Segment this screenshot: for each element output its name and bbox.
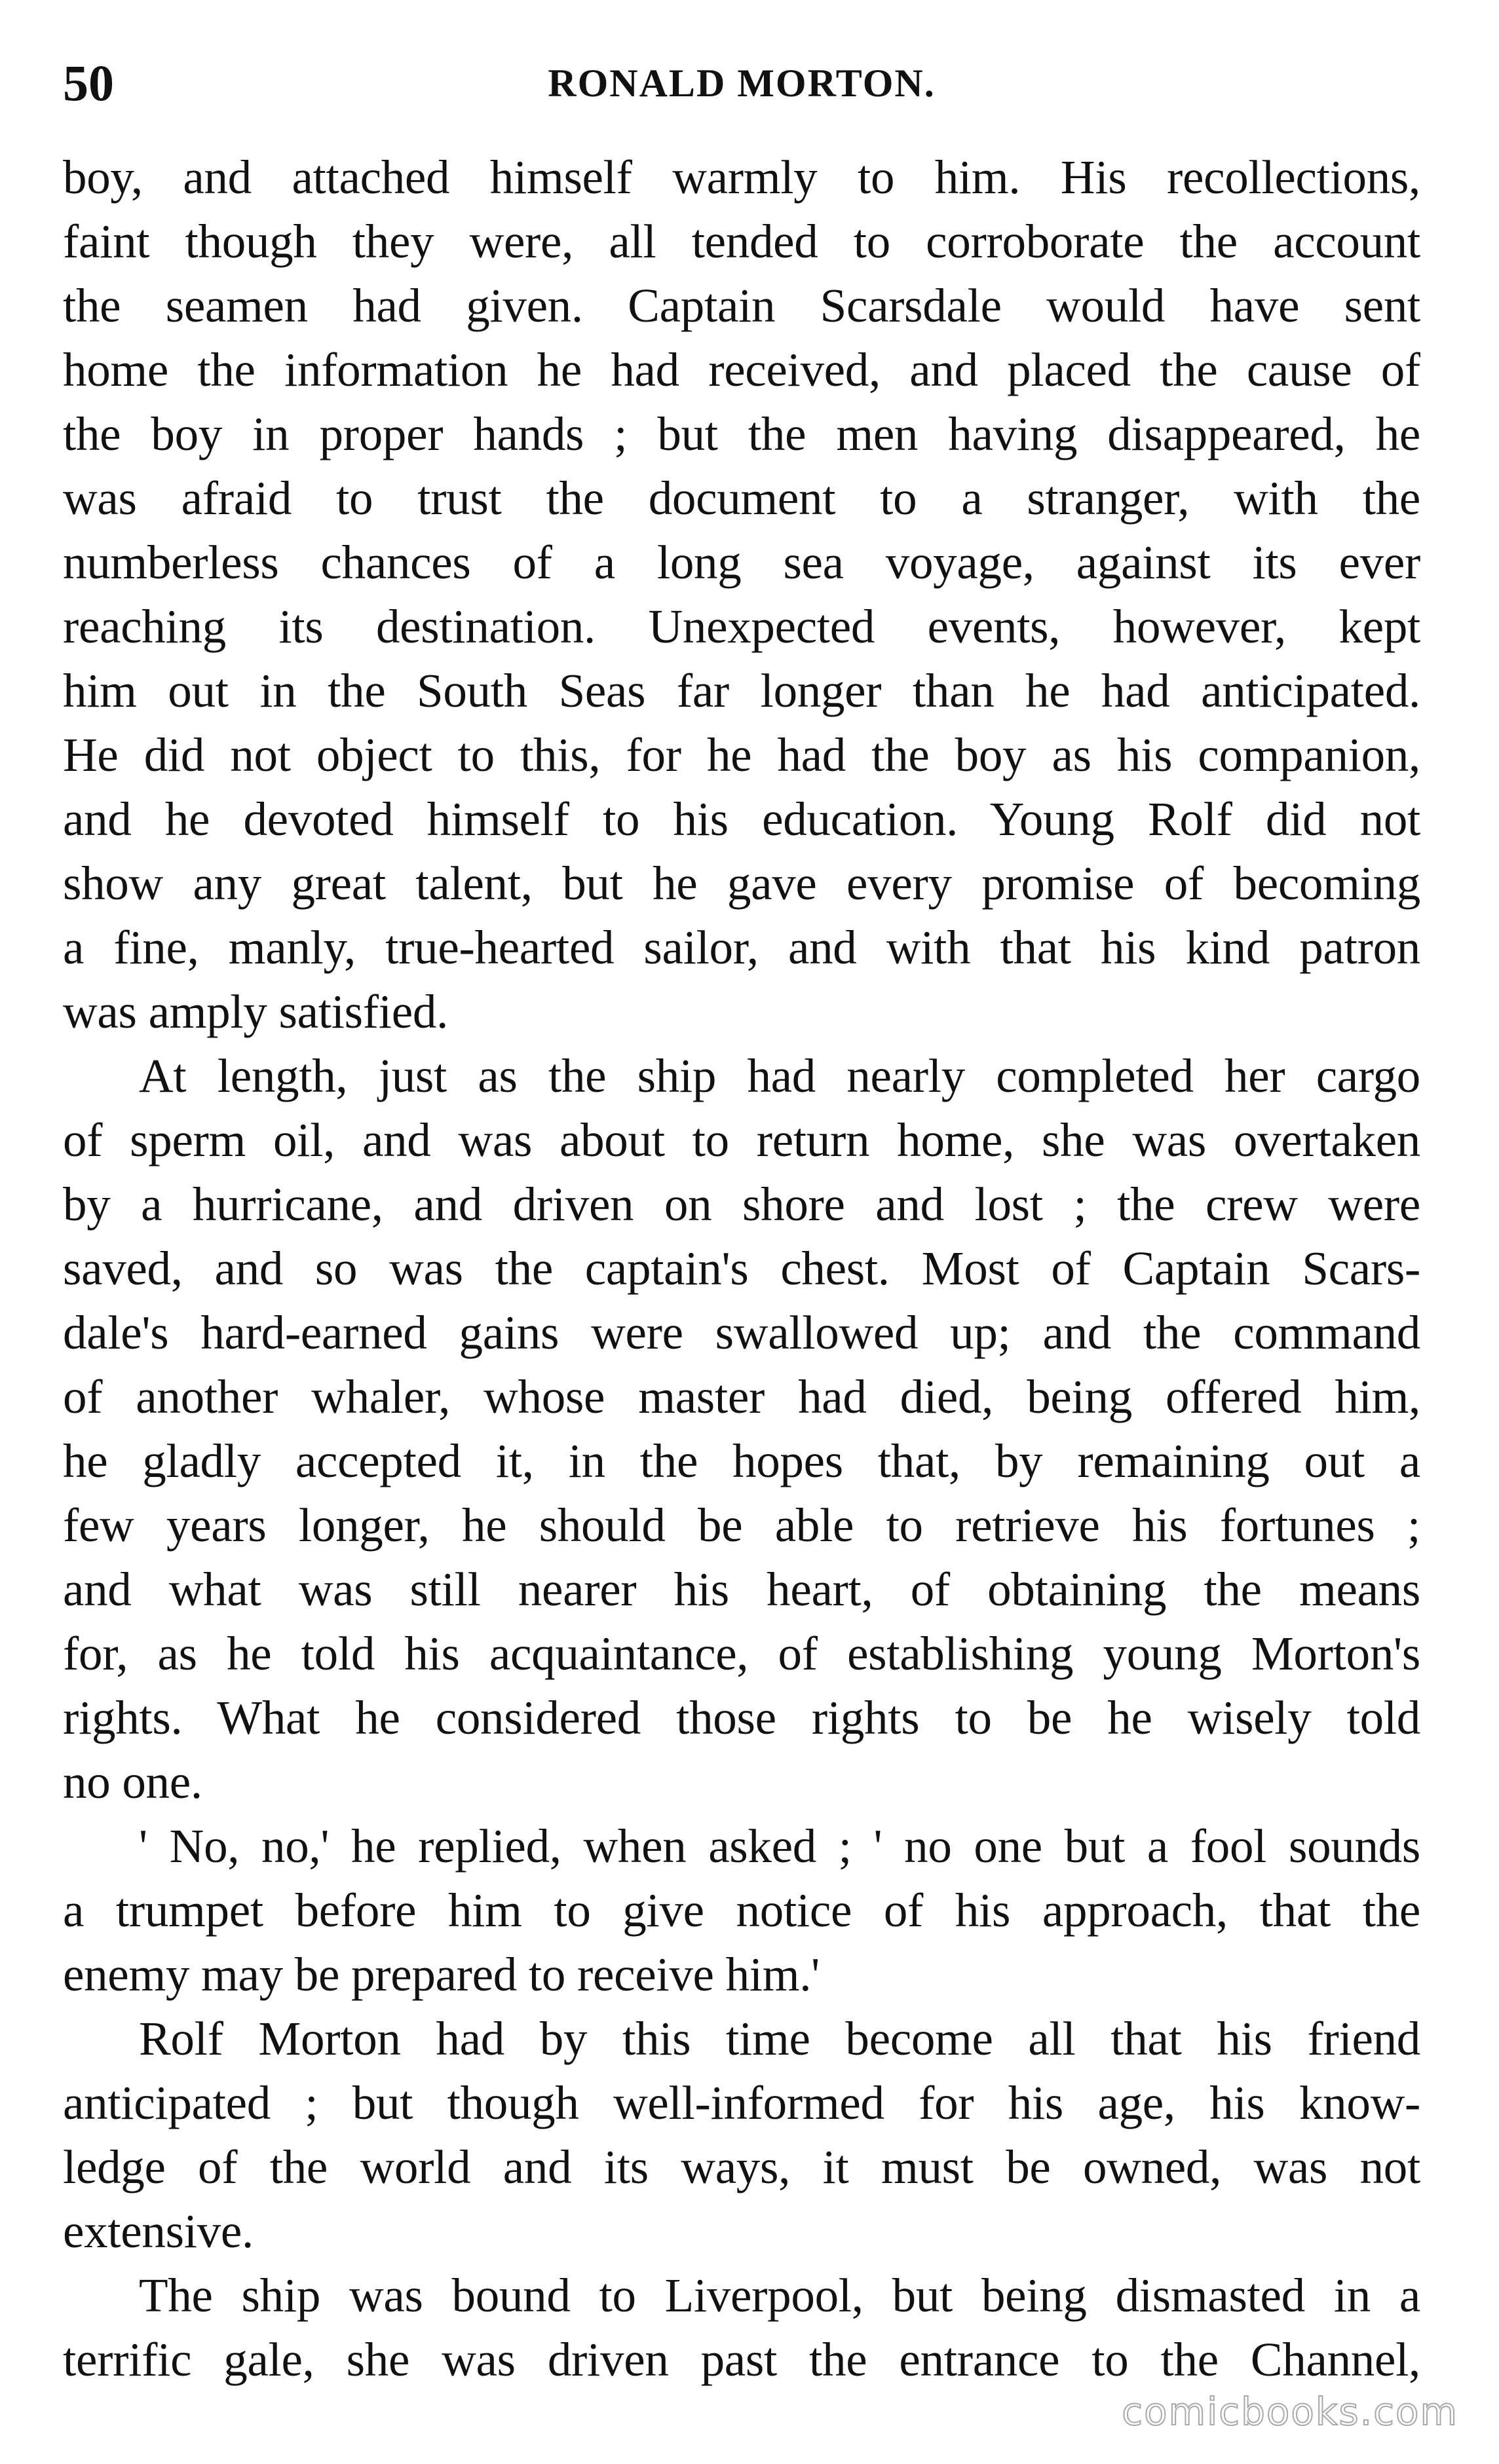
text-line: few years longer, he should be able to retrieve his fortunes ;	[63, 1499, 1420, 1552]
text-line: was afraid to trust the document to a stranger, with the	[63, 472, 1420, 525]
text-line: ' No, no,' he replied, when asked ; ' no one but a fool sounds	[139, 1820, 1420, 1873]
running-head	[63, 47, 1420, 119]
text-line: home the information he had received, and placed the cause of	[63, 343, 1420, 396]
text-line: faint though they were, all tended to corroborate the account	[63, 215, 1420, 268]
text-line: boy, and attached himself warmly to him. His recollections,	[63, 151, 1420, 204]
text-line: and he devoted himself to his education. Young Rolf did not	[63, 793, 1420, 846]
text-line: by a hurricane, and driven on shore and lost ; the crew were	[63, 1178, 1420, 1231]
text-line: Rolf Morton had by this time become all that his friend	[139, 2012, 1420, 2065]
text-line: of another whaler, whose master had died, being offered him,	[63, 1370, 1420, 1423]
text-line: the seamen had given. Captain Scarsdale would have sent	[63, 279, 1420, 332]
watermark: comicbooks.com	[1122, 2389, 1458, 2434]
text-line: extensive.	[63, 2205, 254, 2258]
text-line: He did not object to this, for he had the boy as his companion,	[63, 728, 1420, 781]
page-number: 50	[63, 54, 114, 111]
text-line: for, as he told his acquaintance, of establishing young Morton's	[63, 1627, 1420, 1680]
text-line: him out in the South Seas far longer than he had anticipated.	[63, 664, 1420, 717]
text-line: dale's hard-earned gains were swallowed up; and the command	[63, 1306, 1420, 1359]
text-line: no one.	[63, 1755, 202, 1808]
text-line: was amply satisfied.	[63, 985, 449, 1038]
text-line: reaching its destination. Unexpected events, however, kept	[63, 600, 1420, 653]
text-line: and what was still nearer his heart, of obtaining the means	[63, 1563, 1420, 1616]
text-line: a fine, manly, true-hearted sailor, and with that his kind patron	[63, 921, 1420, 974]
text-line: show any great talent, but he gave every promise of becoming	[63, 857, 1420, 910]
text-line: The ship was bound to Liverpool, but being dismasted in a	[139, 2269, 1420, 2322]
text-line: of sperm oil, and was about to return home, she was overtaken	[63, 1113, 1420, 1167]
text-line: numberless chances of a long sea voyage, against its ever	[63, 536, 1420, 589]
text-line: anticipated ; but though well-informed for his age, his know-	[63, 2076, 1420, 2129]
text-line: ledge of the world and its ways, it must be owned, was not	[63, 2140, 1420, 2193]
text-line: a trumpet before him to give notice of his approach, that the	[63, 1884, 1420, 1937]
text-line: saved, and so was the captain's chest. Most of Captain Scars-	[63, 1242, 1420, 1295]
text-line: At length, just as the ship had nearly completed her cargo	[139, 1049, 1420, 1102]
text-line: he gladly accepted it, in the hopes that, by remaining out a	[63, 1434, 1420, 1487]
body-text	[63, 145, 1420, 2392]
text-line: the boy in proper hands ; but the men having disappeared, he	[63, 407, 1420, 460]
text-line: enemy may be prepared to receive him.'	[63, 1948, 820, 2001]
text-line: terrific gale, she was driven past the entrance to the Channel,	[63, 2333, 1420, 2386]
text-line: rights. What he considered those rights to be he wisely told	[63, 1691, 1420, 1744]
running-title: RONALD MORTON.	[548, 62, 936, 105]
